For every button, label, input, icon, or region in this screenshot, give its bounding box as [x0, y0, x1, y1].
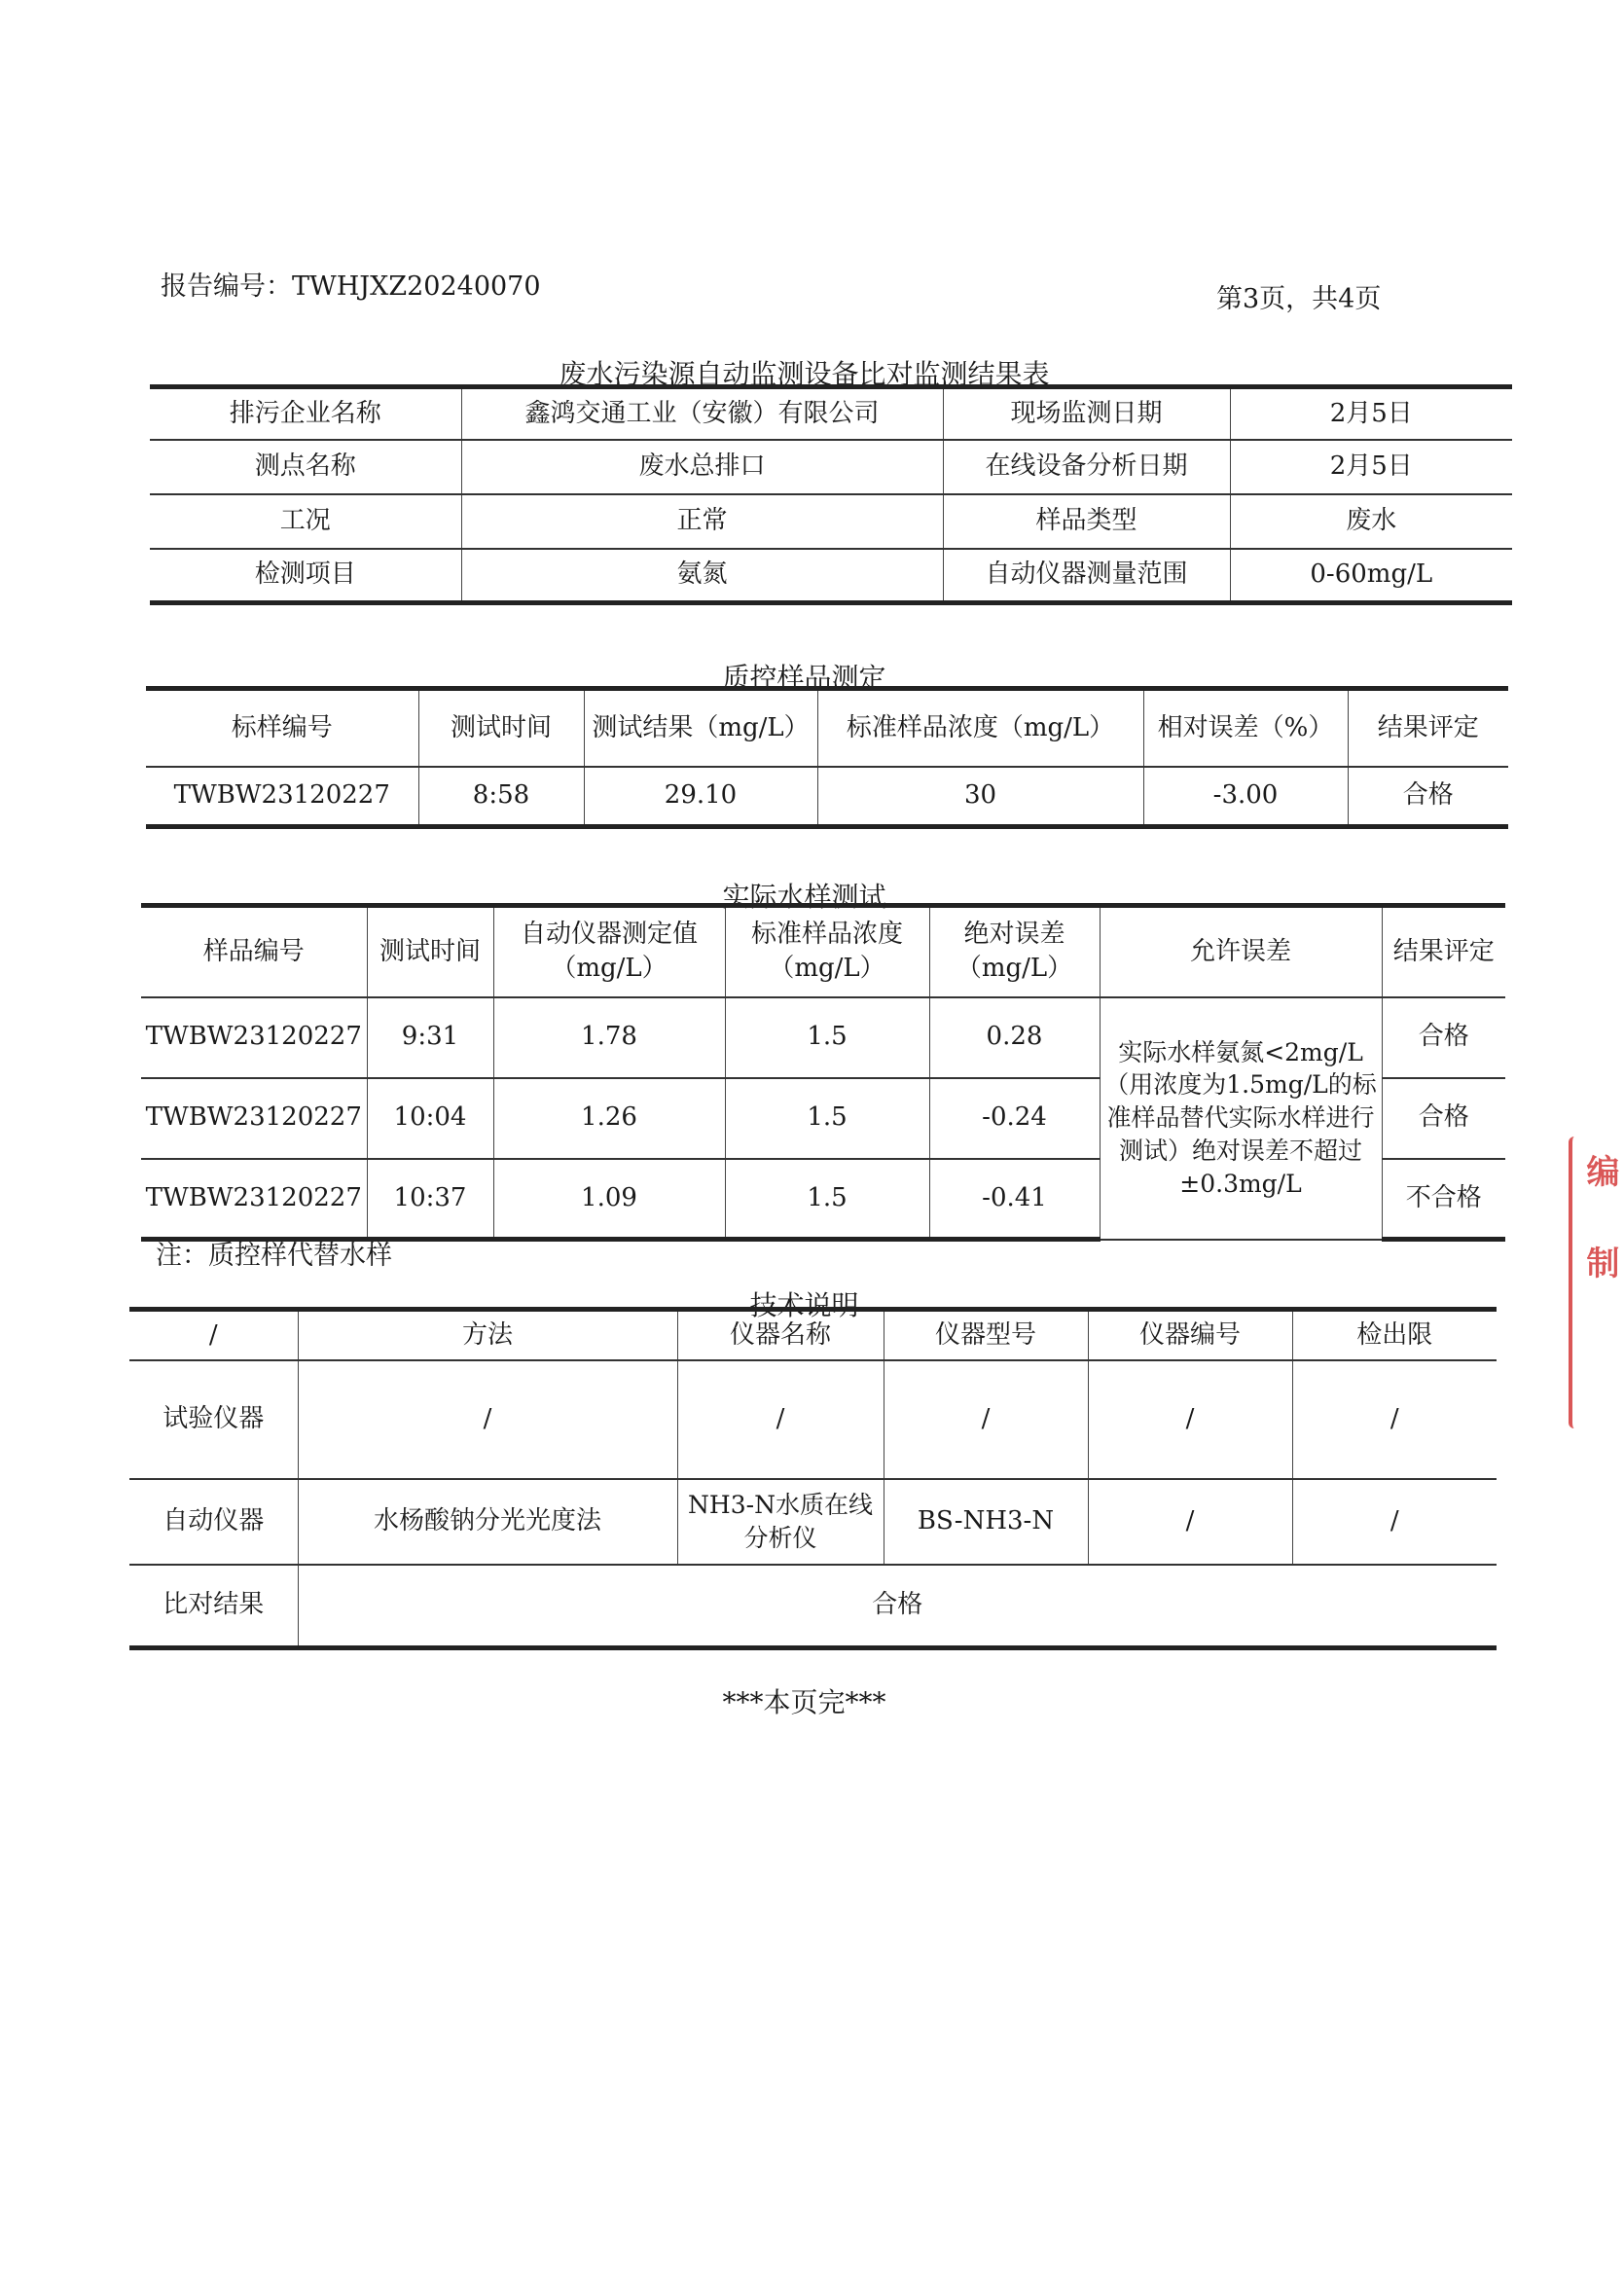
cell-test-time: 8:58	[418, 767, 584, 827]
tech-spec-table	[129, 1307, 1497, 1650]
table-header-row	[146, 689, 1508, 767]
cell-absolute-error: -0.24	[929, 1078, 1100, 1159]
cell-standard-conc: 1.5	[725, 1159, 929, 1240]
page-end-marker: ***本页完***	[722, 1686, 886, 1718]
cell-value: 废水	[1230, 494, 1512, 549]
cell-instrument-no: /	[1088, 1479, 1292, 1565]
cell-evaluation: 合格	[1382, 997, 1505, 1078]
cell-instrument-no: /	[1088, 1360, 1292, 1479]
column-header: 检出限	[1292, 1310, 1497, 1360]
cell-test-time: 9:31	[367, 997, 493, 1078]
seal-text: 编制	[1580, 1154, 1619, 1337]
cell-value: 废水总排口	[461, 440, 943, 494]
column-header: 自动仪器测定值（mg/L）	[493, 906, 725, 997]
column-header: 标准样品浓度（mg/L）	[725, 906, 929, 997]
cell-label: 测点名称	[150, 440, 461, 494]
table-row	[150, 387, 1512, 440]
table1-title: 废水污染源自动监测设备比对监测结果表	[559, 358, 1050, 390]
comparison-result: 合格	[298, 1565, 1497, 1648]
cell-test-result: 29.10	[584, 767, 817, 827]
actual-sample-table	[141, 903, 1505, 1242]
table-row	[150, 549, 1512, 603]
column-header: 允许误差	[1100, 906, 1382, 997]
table-row	[150, 494, 1512, 549]
row-label: 自动仪器	[129, 1479, 298, 1565]
table-header-row	[141, 906, 1505, 997]
column-header: 测试时间	[418, 689, 584, 767]
table-row	[129, 1565, 1497, 1648]
row-label: 比对结果	[129, 1565, 298, 1648]
cell-value: 氨氮	[461, 549, 943, 603]
cell-auto-value: 1.26	[493, 1078, 725, 1159]
column-header: 方法	[298, 1310, 677, 1360]
cell-sample-id: TWBW23120227	[141, 1078, 367, 1159]
monitoring-info-table	[150, 384, 1512, 605]
cell-value: 鑫鸿交通工业（安徽）有限公司	[461, 387, 943, 440]
cell-evaluation: 合格	[1348, 767, 1508, 827]
cell-method: /	[298, 1360, 677, 1479]
cell-value: 2月5日	[1230, 440, 1512, 494]
column-header: 绝对误差（mg/L）	[929, 906, 1100, 997]
column-header: 样品编号	[141, 906, 367, 997]
allowed-error-note: 实际水样氨氮<2mg/L（用浓度为1.5mg/L的标准样品替代实际水样进行测试）绝对误差不超过±0.3mg/L	[1100, 997, 1382, 1240]
cell-label: 排污企业名称	[150, 387, 461, 440]
cell-test-time: 10:37	[367, 1159, 493, 1240]
table3-title: 实际水样测试	[722, 881, 886, 913]
cell-evaluation: 不合格	[1382, 1159, 1505, 1240]
cell-absolute-error: -0.41	[929, 1159, 1100, 1240]
page-info: 第3页，共4页	[1216, 284, 1382, 314]
cell-standard-conc: 30	[817, 767, 1143, 827]
cell-instrument-model: /	[884, 1360, 1088, 1479]
column-header: /	[129, 1310, 298, 1360]
cell-auto-value: 1.78	[493, 997, 725, 1078]
cell-absolute-error: 0.28	[929, 997, 1100, 1078]
table3-note: 注：质控样代替水样	[156, 1241, 392, 1271]
column-header: 仪器编号	[1088, 1310, 1292, 1360]
table4-title: 技术说明	[749, 1289, 859, 1321]
cell-sample-id: TWBW23120227	[146, 767, 418, 827]
table-row	[150, 440, 1512, 494]
cell-instrument-model: BS-NH3-N	[884, 1479, 1088, 1565]
column-header: 相对误差（%）	[1143, 689, 1348, 767]
qc-sample-table	[146, 686, 1508, 829]
cell-label: 样品类型	[943, 494, 1230, 549]
seal-stamp	[1569, 1137, 1619, 1428]
column-header: 测试时间	[367, 906, 493, 997]
row-label: 试验仪器	[129, 1360, 298, 1479]
cell-value: 正常	[461, 494, 943, 549]
table-header-row	[129, 1310, 1497, 1360]
cell-detection-limit: /	[1292, 1479, 1497, 1565]
cell-label: 在线设备分析日期	[943, 440, 1230, 494]
table-row	[129, 1360, 1497, 1479]
cell-instrument-name: NH3-N水质在线分析仪	[677, 1479, 884, 1565]
cell-auto-value: 1.09	[493, 1159, 725, 1240]
column-header: 仪器型号	[884, 1310, 1088, 1360]
column-header: 标样编号	[146, 689, 418, 767]
cell-label: 工况	[150, 494, 461, 549]
cell-detection-limit: /	[1292, 1360, 1497, 1479]
table-row	[129, 1479, 1497, 1565]
column-header: 结果评定	[1382, 906, 1505, 997]
cell-test-time: 10:04	[367, 1078, 493, 1159]
report-number: 报告编号：TWHJXZ20240070	[161, 271, 541, 302]
column-header: 仪器名称	[677, 1310, 884, 1360]
cell-value: 0-60mg/L	[1230, 549, 1512, 603]
column-header: 结果评定	[1348, 689, 1508, 767]
cell-relative-error: -3.00	[1143, 767, 1348, 827]
cell-label: 检测项目	[150, 549, 461, 603]
cell-label: 自动仪器测量范围	[943, 549, 1230, 603]
cell-sample-id: TWBW23120227	[141, 997, 367, 1078]
cell-standard-conc: 1.5	[725, 997, 929, 1078]
table-row	[146, 767, 1508, 827]
column-header: 测试结果（mg/L）	[584, 689, 817, 767]
cell-label: 现场监测日期	[943, 387, 1230, 440]
table-row	[141, 997, 1505, 1078]
cell-evaluation: 合格	[1382, 1078, 1505, 1159]
cell-value: 2月5日	[1230, 387, 1512, 440]
cell-instrument-name: /	[677, 1360, 884, 1479]
table2-title: 质控样品测定	[722, 662, 886, 694]
cell-sample-id: TWBW23120227	[141, 1159, 367, 1240]
column-header: 标准样品浓度（mg/L）	[817, 689, 1143, 767]
cell-method: 水杨酸钠分光光度法	[298, 1479, 677, 1565]
cell-standard-conc: 1.5	[725, 1078, 929, 1159]
